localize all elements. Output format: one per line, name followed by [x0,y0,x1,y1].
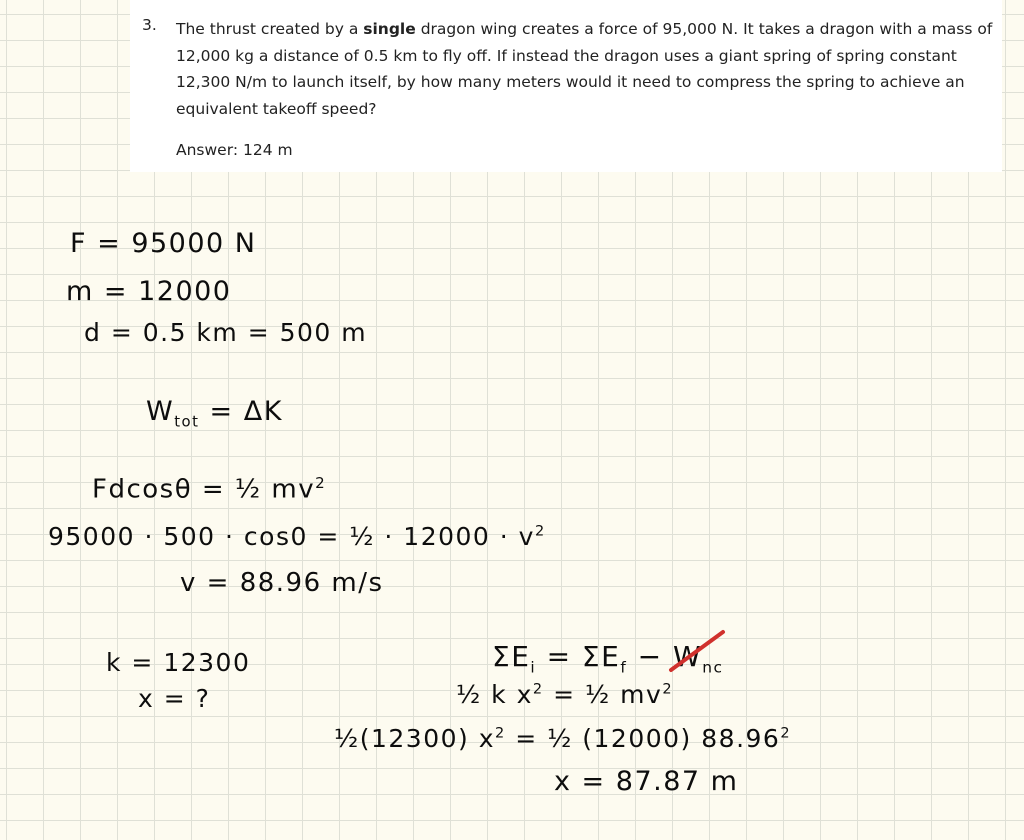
spring-substitution-rhs-exp: 2 [780,725,792,742]
spring-energy-equation [456,680,673,709]
problem-card [130,0,1002,172]
wtot-symbol: W [146,396,175,427]
wtot-rhs: = ΔK [199,396,283,427]
energy-equation-exp: 2 [315,474,327,492]
problem-text-rest: dragon wing creates a force of 95,000 N. It takes a dragon with a mass of 12,000 kg a distance of 0.5 km to fly off. If instead the dragon uses a giant spring of spring constant 12,300 N/m to launch itself, by how many meters would it need to compress the spring to achieve an equivalent takeoff speed? [176,20,993,118]
energy-equation [92,474,326,505]
velocity-result: v = 88.96 m/s [180,568,384,598]
spring-unknown: x = ? [138,684,211,713]
spring-energy-lhs: ½ k x [456,680,533,709]
given-mass: m = 12000 [66,276,232,307]
work-energy-theorem [146,396,283,430]
spring-substitution [334,724,791,753]
given-distance: d = 0.5 km = 500 m [84,318,368,347]
problem-text-start: The thrust created by a [176,20,364,38]
spring-energy-lhs-exp: 2 [532,681,544,698]
energy-substitution [48,522,546,551]
sum-final-sub: f [620,658,628,677]
given-force: F = 95000 N [70,228,257,259]
minus-sign: − [627,640,674,673]
energy-conservation-equation [492,640,723,677]
spring-energy-rhs-exp: 2 [662,681,674,698]
sum-initial: ΣE [492,640,531,673]
energy-substitution-text: 95000 · 500 · cos0 = ½ · 12000 · v [48,522,535,551]
spring-substitution-lhs-exp: 2 [495,725,506,742]
answer-text: Answer: 124 m [176,141,293,159]
wtot-subscript: tot [174,412,200,431]
strike-mark-icon [667,626,727,676]
final-result: x = 87.87 m [554,766,739,797]
problem-statement [176,16,996,122]
spring-energy-rhs: = ½ mv [543,680,663,709]
spring-substitution-lhs: ½(12300) x [334,724,496,753]
problem-bold-word: single [363,20,416,38]
sum-final: = ΣE [536,640,621,673]
energy-substitution-exp: 2 [534,523,546,540]
wnc-symbol: W [673,640,703,673]
wnc-subscript: nc [702,658,724,677]
energy-equation-lhs: Fdcosθ = ½ mv [92,474,316,505]
problem-number: 3. [142,16,157,34]
sum-initial-sub: i [530,658,537,677]
spring-constant: k = 12300 [106,648,251,677]
crossed-out-wnc [673,640,723,677]
spring-substitution-rhs: = ½ (12000) 88.96 [505,724,781,753]
